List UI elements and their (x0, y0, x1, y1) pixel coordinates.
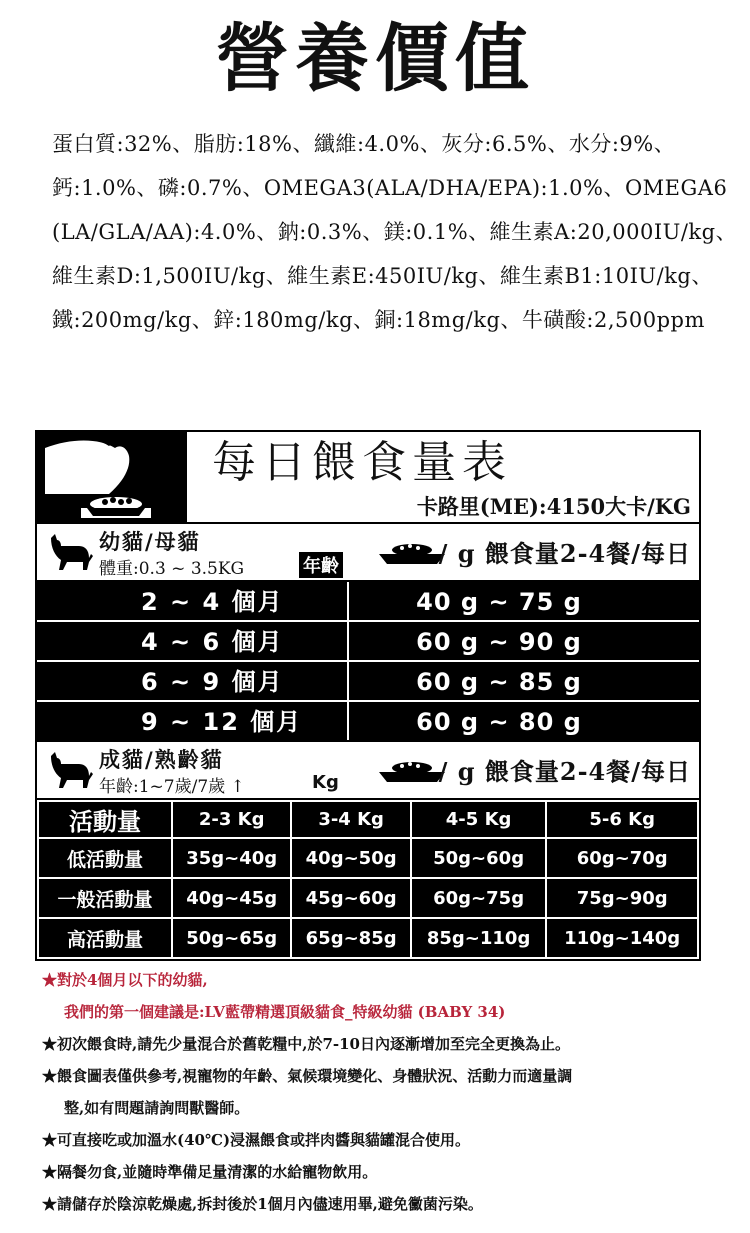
note-item: ★隔餐勿食,並隨時準備足量清潔的水給寵物飲用。 (42, 1163, 378, 1181)
kitten-title: 幼貓/母貓 (99, 529, 201, 554)
adult-title: 成貓/熟齡貓 (99, 747, 224, 772)
adult-age: 年齡:1~7歲/7歲 ↑ (99, 777, 245, 797)
age-cell: 4 ~ 6 個月 (37, 622, 349, 660)
amount-cell: 60g~75g (411, 878, 547, 918)
table-header-row (38, 801, 698, 838)
age-cell: 2 ~ 4 個月 (37, 582, 349, 620)
cat-silhouette-icon (39, 434, 179, 520)
header-cell: 4-5 Kg (411, 801, 547, 838)
amount-cell: 40g~50g (291, 838, 410, 878)
amount-cell: 60 g ~ 80 g (416, 708, 582, 736)
amount-cell: 60g~70g (546, 838, 698, 878)
page-title: 營養價值 (215, 16, 535, 102)
kitten-section-header (37, 524, 699, 582)
feeding-notes (42, 964, 722, 1220)
amount-cell: 60 g ~ 90 g (416, 628, 582, 656)
food-bowl-icon (377, 536, 447, 566)
nutrient-line: 蛋白質:32%、脂肪:18%、纖維:4.0%、灰分:6.5%、水分:9%、 (52, 132, 676, 156)
note-recommendation: 我們的第一個建議是:LV藍帶精選頂級貓食_特級幼貓 (BABY 34) (64, 1003, 506, 1021)
nutrient-list (52, 122, 738, 342)
header-cell: 5-6 Kg (546, 801, 698, 838)
food-bowl-icon (377, 754, 447, 784)
activity-cell: 低活動量 (38, 838, 172, 878)
note-item: ★可直接吃或加溫水(40℃)浸濕餵食或拌肉醬與貓罐混合使用。 (42, 1131, 471, 1149)
amount-cell: 40 g ~ 75 g (416, 588, 582, 616)
amount-cell: 85g~110g (411, 918, 547, 958)
cat-icon (45, 750, 93, 790)
header-dark-panel (37, 432, 187, 522)
nutrient-line: 維生素D:1,500IU/kg、維生素E:450IU/kg、維生素B1:10IU/kg、 (52, 264, 713, 288)
activity-cell: 高活動量 (38, 918, 172, 958)
kg-label: Kg (312, 772, 339, 793)
feeding-table (35, 430, 701, 961)
note-item: 整,如有問題請詢問獸醫師。 (64, 1099, 250, 1117)
amount-cell: 45g~60g (291, 878, 410, 918)
age-cell: 6 ~ 9 個月 (37, 662, 349, 700)
header-cell: 2-3 Kg (172, 801, 291, 838)
amount-cell: 35g~40g (172, 838, 291, 878)
table-row (37, 582, 699, 622)
calorie-label: 卡路里(ME):4150大卡/KG (416, 494, 691, 519)
header-cell: 3-4 Kg (291, 801, 410, 838)
note-item: ★餵食圖表僅供參考,視寵物的年齡、氣候環境變化、身體狀況、活動力而適量調 (42, 1067, 573, 1085)
amount-cell: 60 g ~ 85 g (416, 668, 582, 696)
table-row (38, 878, 698, 918)
adult-section-header (37, 742, 699, 800)
amount-cell: 50g~65g (172, 918, 291, 958)
note-item: ★請儲存於陰涼乾燥處,拆封後於1個月內儘速用畢,避免黴菌污染。 (42, 1195, 483, 1213)
header-cell: 活動量 (38, 801, 172, 838)
daily-grams-label: / g 餵食量2-4餐/每日 (438, 757, 691, 786)
adult-feeding-table (37, 800, 699, 959)
nutrient-line: 鐵:200mg/kg、鋅:180mg/kg、銅:18mg/kg、牛磺酸:2,500ppm (52, 308, 705, 332)
table-header (37, 432, 699, 524)
table-row (38, 918, 698, 958)
cat-icon (45, 532, 93, 572)
kitten-weight: 體重:0.3 ~ 3.5KG (99, 559, 245, 579)
nutrient-line: (LA/GLA/AA):4.0%、鈉:0.3%、鎂:0.1%、維生素A:20,000IU/kg、 (52, 220, 738, 244)
age-cell: 9 ~ 12 個月 (37, 702, 349, 740)
age-label: 年齡 (299, 552, 343, 578)
table-row (38, 838, 698, 878)
nutrient-line: 鈣:1.0%、磷:0.7%、OMEGA3(ALA/DHA/EPA):1.0%、OMEGA6 (52, 176, 728, 200)
table-row (37, 702, 699, 742)
activity-cell: 一般活動量 (38, 878, 172, 918)
daily-grams-label: / g 餵食量2-4餐/每日 (438, 539, 691, 568)
amount-cell: 110g~140g (546, 918, 698, 958)
amount-cell: 40g~45g (172, 878, 291, 918)
amount-cell: 65g~85g (291, 918, 410, 958)
note-item: ★初次餵食時,請先少量混合於舊乾糧中,於7-10日內逐漸增加至完全更換為止。 (42, 1035, 570, 1053)
note-recommendation: ★對於4個月以下的幼貓, (42, 971, 208, 989)
amount-cell: 75g~90g (546, 878, 698, 918)
table-row (37, 622, 699, 662)
amount-cell: 50g~60g (411, 838, 547, 878)
table-title: 每日餵食量表 (212, 437, 512, 488)
table-row (37, 662, 699, 702)
